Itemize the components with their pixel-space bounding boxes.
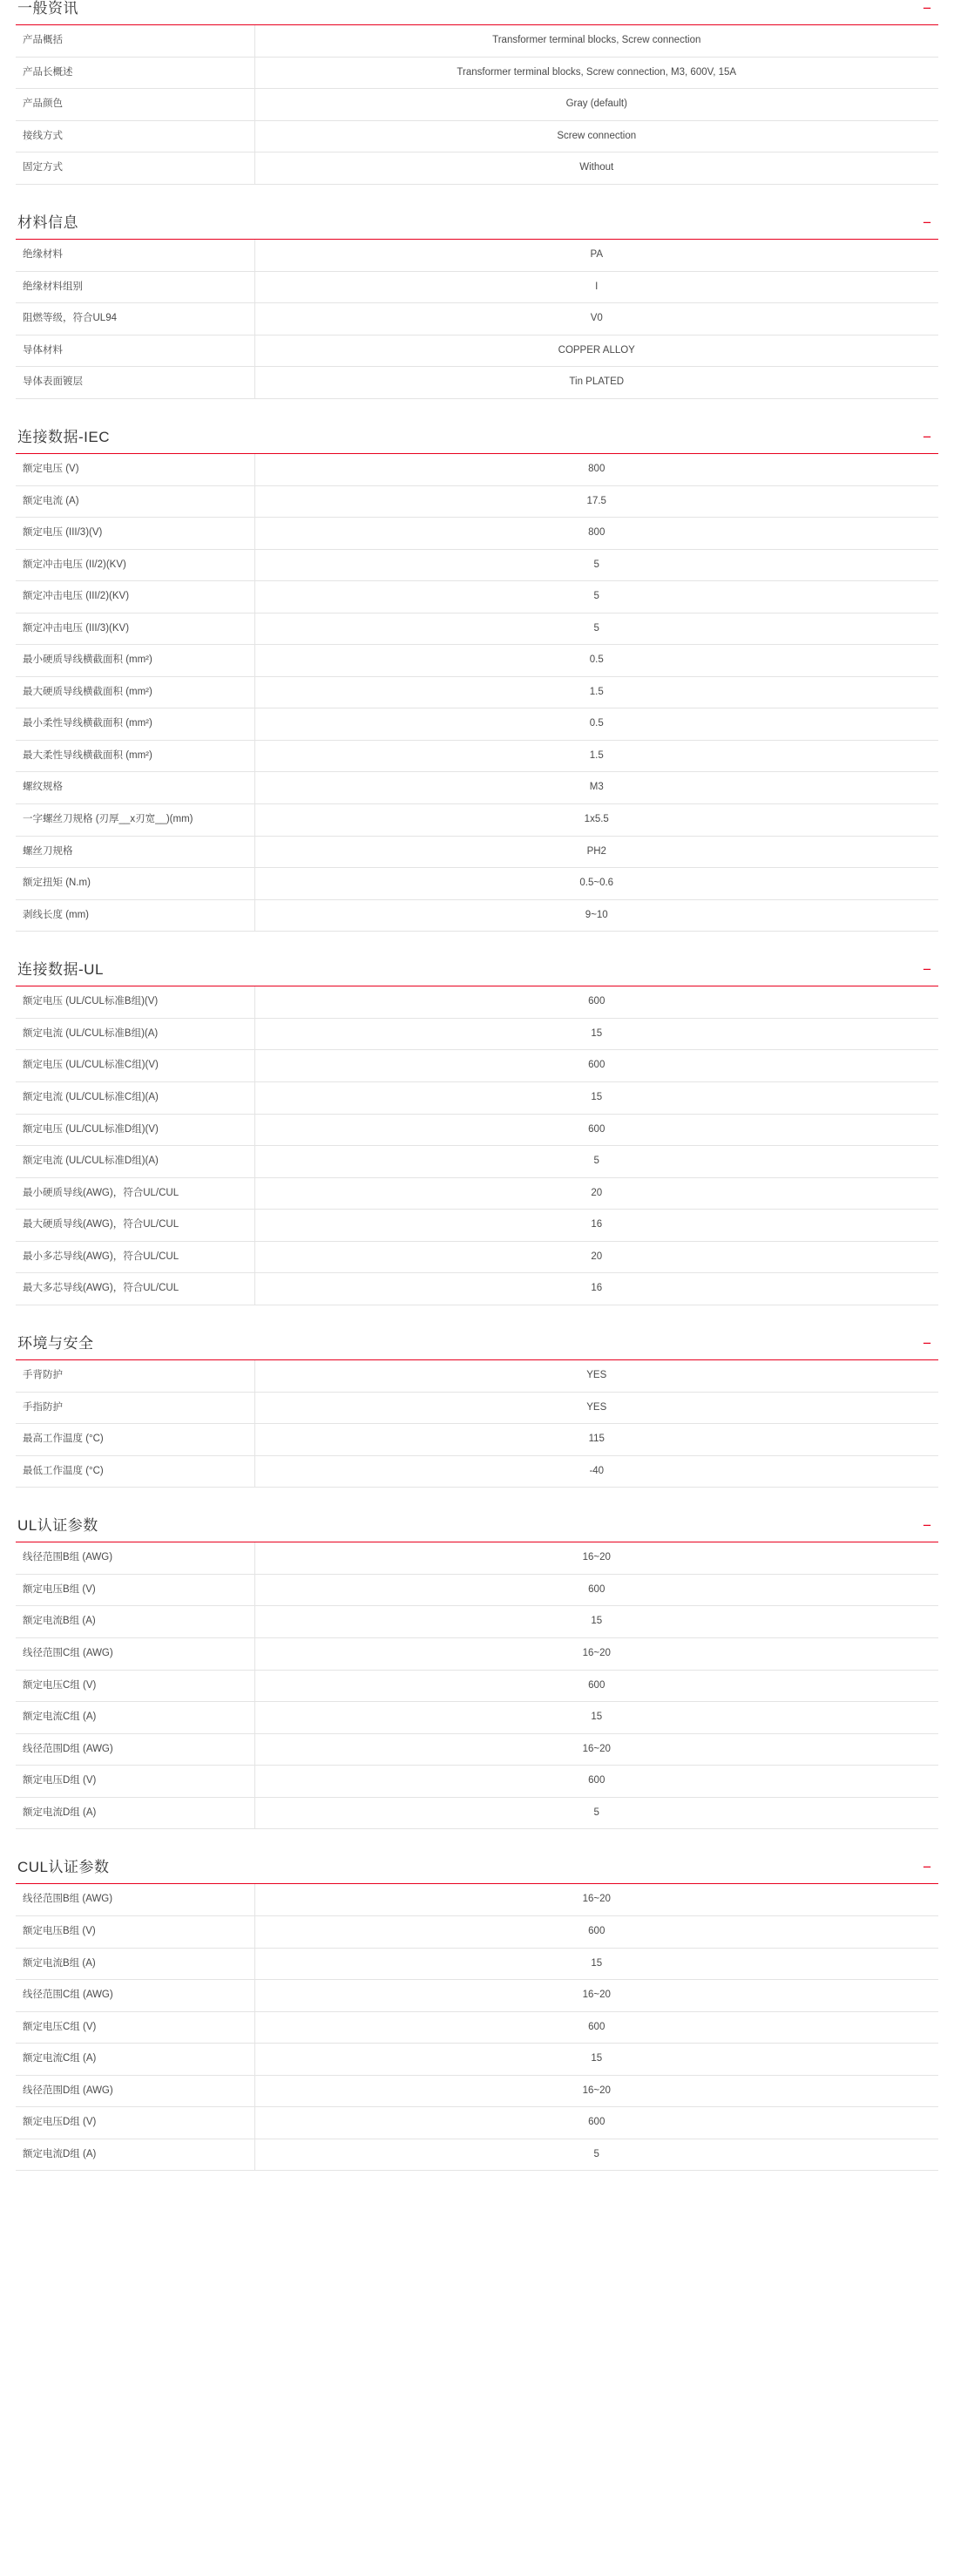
spec-key: 额定电流 (A): [16, 485, 254, 518]
table-row: [16, 1766, 938, 1798]
table-row: [16, 1210, 938, 1242]
table-row: [16, 25, 938, 57]
spec-key: 线径范围C组 (AWG): [16, 1638, 254, 1671]
spec-value: 600: [588, 1060, 606, 1071]
table-row: [16, 485, 938, 518]
spec-key: 额定电流 (UL/CUL标准C组)(A): [16, 1082, 254, 1115]
spec-value: Gray (default): [565, 98, 627, 110]
spec-key: 最小硬质导线(AWG)，符合UL/CUL: [16, 1177, 254, 1210]
spec-value: 20: [591, 1187, 603, 1198]
section-header: [16, 1517, 938, 1542]
table-row: [16, 2107, 938, 2139]
spec-value: PH2: [586, 845, 606, 857]
spec-key: 额定电压C组 (V): [16, 2011, 254, 2044]
table-row: [16, 1670, 938, 1702]
spec-value: 16~20: [582, 2085, 611, 2096]
spec-key: 导体材料: [16, 335, 254, 367]
spec-value: 600: [588, 2117, 606, 2128]
table-row: [16, 1392, 938, 1424]
table-row: [16, 708, 938, 741]
spec-key: 绝缘材料组别: [16, 271, 254, 303]
spec-value: 1.5: [589, 749, 604, 761]
spec-value: 9~10: [585, 909, 608, 920]
spec-value: 16: [591, 1283, 603, 1294]
spec-value: 115: [588, 1434, 605, 1445]
spec-table: [16, 1542, 938, 1829]
table-row: [16, 1273, 938, 1305]
spec-value: 1x5.5: [584, 814, 609, 824]
table-row: [16, 2075, 938, 2107]
spec-value: 5: [593, 2148, 599, 2159]
table-row: [16, 240, 938, 271]
spec-key: 最小硬质导线横截面积 (mm²): [16, 645, 254, 677]
spec-key: 额定冲击电压 (III/2)(KV): [16, 581, 254, 613]
spec-key: 一字螺丝刀规格 (刃厚__x刃宽__)(mm): [16, 804, 254, 837]
spec-key: 额定电压 (UL/CUL标准B组)(V): [16, 986, 254, 1018]
spec-key: 额定电流B组 (A): [16, 1948, 254, 1980]
table-row: [16, 613, 938, 645]
table-row: [16, 1733, 938, 1766]
collapse-minus-icon[interactable]: −: [923, 0, 931, 17]
spec-value: 16~20: [582, 1648, 611, 1658]
table-row: [16, 1177, 938, 1210]
table-row: [16, 1638, 938, 1671]
spec-key: 额定电流D组 (A): [16, 2139, 254, 2171]
table-row: [16, 986, 938, 1018]
spec-key: 额定电压D组 (V): [16, 1766, 254, 1798]
table-row: [16, 518, 938, 550]
section-header: [16, 961, 938, 986]
table-row: [16, 454, 938, 485]
spec-value: 0.5~0.6: [579, 878, 614, 889]
spec-key: 额定电流B组 (A): [16, 1606, 254, 1638]
spec-key: 额定电压B组 (V): [16, 1916, 254, 1949]
section-title: 环境与安全: [17, 1334, 94, 1352]
collapse-minus-icon[interactable]: −: [923, 1859, 931, 1876]
spec-key: 产品概括: [16, 25, 254, 57]
table-row: [16, 645, 938, 677]
spec-key: 最小柔性导线横截面积 (mm²): [16, 708, 254, 741]
table-row: [16, 1114, 938, 1146]
table-row: [16, 120, 938, 153]
spec-key: 产品颜色: [16, 89, 254, 121]
spec-value: 600: [588, 1679, 606, 1691]
spec-value: 15: [591, 1712, 603, 1723]
spec-value: 16~20: [582, 1552, 611, 1563]
collapse-minus-icon[interactable]: −: [923, 1517, 931, 1535]
table-row: [16, 1146, 938, 1178]
spec-key: 额定电压 (UL/CUL标准D组)(V): [16, 1114, 254, 1146]
table-row: [16, 581, 938, 613]
spec-key: 额定电流C组 (A): [16, 1702, 254, 1734]
spec-section: [0, 1335, 954, 1488]
spec-key: 接线方式: [16, 120, 254, 153]
table-row: [16, 1424, 938, 1456]
table-row: [16, 868, 938, 900]
section-header: [16, 214, 938, 240]
spec-value: 600: [588, 1123, 606, 1135]
spec-table: [16, 1884, 938, 2171]
section-header: [16, 1335, 938, 1360]
table-row: [16, 1455, 938, 1488]
spec-key: 额定冲击电压 (III/3)(KV): [16, 613, 254, 645]
spec-key: 螺丝刀规格: [16, 836, 254, 868]
table-row: [16, 89, 938, 121]
table-row: [16, 2044, 938, 2076]
spec-value: 0.5: [589, 718, 604, 729]
spec-value: 600: [588, 2021, 606, 2032]
spec-table: [16, 1360, 938, 1488]
spec-key: 最大柔性导线横截面积 (mm²): [16, 740, 254, 772]
table-row: [16, 804, 938, 837]
spec-value: 15: [591, 2053, 603, 2064]
spec-value: 5: [593, 559, 599, 570]
table-row: [16, 836, 938, 868]
table-row: [16, 1082, 938, 1115]
table-row: [16, 303, 938, 336]
section-title: 连接数据-UL: [17, 961, 104, 979]
spec-section: [0, 1517, 954, 1829]
spec-section: [0, 0, 954, 185]
table-row: [16, 1050, 938, 1082]
spec-key: 线径范围D组 (AWG): [16, 1733, 254, 1766]
section-title: 一般资讯: [17, 0, 78, 17]
spec-value: 600: [588, 1926, 606, 1936]
spec-value: 15: [591, 1092, 603, 1102]
spec-value: Screw connection: [557, 130, 637, 141]
spec-value: 5: [593, 591, 599, 602]
spec-value: Tin PLATED: [569, 376, 625, 388]
collapse-minus-icon[interactable]: −: [923, 961, 931, 979]
spec-value: -40: [589, 1465, 605, 1476]
spec-key: 阻燃等级，符合UL94: [16, 303, 254, 336]
table-row: [16, 1241, 938, 1273]
spec-value: 16~20: [582, 1894, 611, 1905]
table-row: [16, 1606, 938, 1638]
collapse-minus-icon[interactable]: −: [923, 1335, 931, 1352]
spec-value: 16: [591, 1219, 603, 1230]
spec-key: 线径范围B组 (AWG): [16, 1884, 254, 1915]
table-row: [16, 1542, 938, 1574]
table-row: [16, 271, 938, 303]
spec-key: 导体表面镀层: [16, 367, 254, 399]
section-header: [16, 1859, 938, 1884]
spec-key: 剥线长度 (mm): [16, 899, 254, 932]
spec-section: [0, 429, 954, 932]
spec-key: 额定电流C组 (A): [16, 2044, 254, 2076]
spec-table: [16, 986, 938, 1305]
table-row: [16, 153, 938, 185]
spec-value: 600: [588, 996, 606, 1007]
spec-key: 额定电压C组 (V): [16, 1670, 254, 1702]
spec-value: 600: [588, 1583, 606, 1595]
spec-section: [0, 961, 954, 1305]
spec-key: 额定电压 (UL/CUL标准C组)(V): [16, 1050, 254, 1082]
spec-value: Without: [579, 162, 614, 173]
spec-key: 额定电压 (III/3)(V): [16, 518, 254, 550]
spec-key: 额定电压B组 (V): [16, 1574, 254, 1606]
spec-value: V0: [590, 313, 603, 324]
table-row: [16, 1916, 938, 1949]
spec-key: 额定电流 (UL/CUL标准B组)(A): [16, 1018, 254, 1050]
section-title: 连接数据-IEC: [17, 428, 110, 445]
table-row: [16, 1574, 938, 1606]
spec-key: 最大多芯导线(AWG)，符合UL/CUL: [16, 1273, 254, 1305]
spec-value: Transformer terminal blocks, Screw connection, M3, 600V, 15A: [457, 66, 737, 78]
spec-key: 最低工作温度 (°C): [16, 1455, 254, 1488]
spec-value: 600: [588, 1775, 606, 1786]
spec-value: PA: [590, 249, 603, 261]
table-row: [16, 676, 938, 708]
spec-key: 额定电压D组 (V): [16, 2107, 254, 2139]
spec-key: 螺纹规格: [16, 772, 254, 804]
spec-key: 线径范围C组 (AWG): [16, 1980, 254, 2012]
table-row: [16, 1797, 938, 1829]
spec-value: 15: [591, 1616, 603, 1627]
spec-key: 线径范围B组 (AWG): [16, 1542, 254, 1574]
collapse-minus-icon[interactable]: −: [923, 429, 931, 446]
spec-value: 5: [593, 622, 599, 634]
spec-value: 16~20: [582, 1990, 611, 2001]
spec-value: Transformer terminal blocks, Screw connection: [492, 35, 701, 46]
spec-value: 17.5: [586, 495, 606, 506]
spec-value: M3: [589, 782, 604, 793]
spec-value: 16~20: [582, 1743, 611, 1754]
section-title: 材料信息: [17, 214, 78, 231]
spec-key: 额定电压 (V): [16, 454, 254, 485]
spec-table: [16, 240, 938, 399]
spec-key: 绝缘材料: [16, 240, 254, 271]
spec-value: I: [595, 281, 599, 292]
table-row: [16, 740, 938, 772]
spec-value: 800: [588, 527, 606, 539]
section-title: UL认证参数: [17, 1517, 98, 1535]
spec-key: 额定电流 (UL/CUL标准D组)(A): [16, 1146, 254, 1178]
spec-value: YES: [586, 1370, 607, 1380]
spec-key: 额定冲击电压 (II/2)(KV): [16, 549, 254, 581]
table-row: [16, 549, 938, 581]
table-row: [16, 1884, 938, 1915]
table-row: [16, 57, 938, 89]
table-row: [16, 899, 938, 932]
section-title: CUL认证参数: [17, 1859, 110, 1876]
spec-key: 线径范围D组 (AWG): [16, 2075, 254, 2107]
spec-value: 5: [593, 1807, 599, 1818]
spec-key: 最大硬质导线(AWG)，符合UL/CUL: [16, 1210, 254, 1242]
spec-key: 手指防护: [16, 1392, 254, 1424]
table-row: [16, 2139, 938, 2171]
spec-key: 额定电流D组 (A): [16, 1797, 254, 1829]
spec-key: 最大硬质导线横截面积 (mm²): [16, 676, 254, 708]
spec-key: 手背防护: [16, 1360, 254, 1392]
spec-value: 5: [593, 1156, 599, 1167]
spec-key: 固定方式: [16, 153, 254, 185]
spec-value: 15: [591, 1027, 603, 1039]
table-row: [16, 1980, 938, 2012]
spec-key: 产品长概述: [16, 57, 254, 89]
collapse-minus-icon[interactable]: −: [923, 214, 931, 232]
spec-value: YES: [586, 1401, 607, 1413]
spec-key: 额定扭矩 (N.m): [16, 868, 254, 900]
spec-value: 15: [591, 1957, 603, 1969]
spec-value: 20: [591, 1251, 603, 1262]
spec-section: [0, 1859, 954, 2171]
section-header: [16, 0, 938, 25]
spec-value: 1.5: [589, 686, 604, 697]
table-row: [16, 1948, 938, 1980]
spec-section: [0, 214, 954, 399]
spec-value: 800: [588, 464, 606, 475]
table-row: [16, 2011, 938, 2044]
table-row: [16, 1360, 938, 1392]
spec-value: COPPER ALLOY: [558, 344, 635, 356]
spec-table: [16, 454, 938, 932]
section-header: [16, 429, 938, 454]
table-row: [16, 335, 938, 367]
spec-key: 最小多芯导线(AWG)，符合UL/CUL: [16, 1241, 254, 1273]
table-row: [16, 772, 938, 804]
spec-value: 0.5: [589, 654, 604, 666]
table-row: [16, 367, 938, 399]
table-row: [16, 1018, 938, 1050]
spec-table: [16, 25, 938, 185]
spec-key: 最高工作温度 (°C): [16, 1424, 254, 1456]
table-row: [16, 1702, 938, 1734]
